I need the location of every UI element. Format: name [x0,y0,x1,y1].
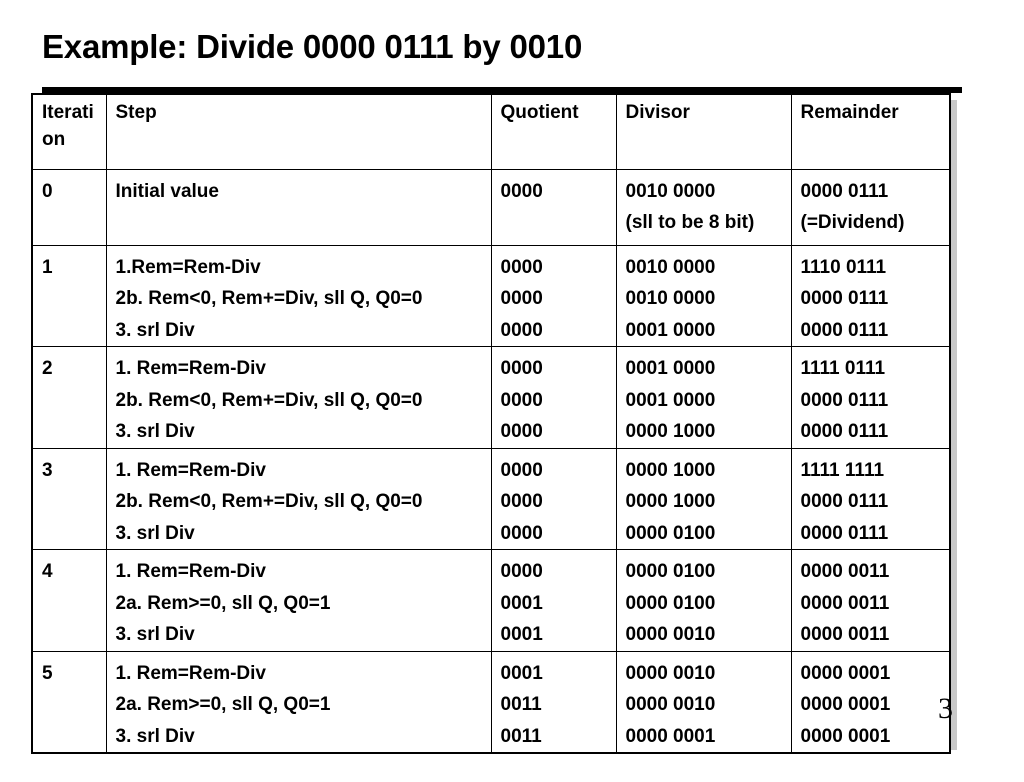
table-row [32,245,950,347]
divisor-line: 0000 1000 [625,421,716,442]
step-line: 3. srl Div [115,725,195,747]
step-line: 3. srl Div [115,522,195,544]
quotient-line: 0001 [500,624,543,645]
divisor-line: 0000 1000 [625,459,716,481]
divisor-line: 0000 0100 [625,522,716,544]
cell-iteration: 0 [32,169,106,245]
divisor-line: 0000 0100 [625,561,716,582]
cell-iteration: 5 [32,651,106,753]
slide-title: Example: Divide 0000 0111 by 0010 [42,28,583,65]
cell-step [106,651,491,753]
quotient-line: 0000 [500,180,543,202]
divisor-line: 0000 0010 [625,694,716,715]
header-quotient: Quotient [491,94,616,169]
quotient-line: 0000 [500,389,543,411]
step-line: 3. srl Div [115,421,195,442]
cell-step [106,347,491,449]
quotient-line: 0000 [500,522,543,544]
remainder-line: 0000 0001 [800,725,891,747]
cell-divisor [616,245,791,347]
step-line: 2a. Rem>=0, sll Q, Q0=1 [115,592,331,614]
quotient-line: 0000 [500,358,543,379]
step-line: 1. Rem=Rem-Div [115,662,266,684]
cell-iteration: 2 [32,347,106,449]
step-line: 3. srl Div [115,319,195,341]
quotient-line: 0000 [500,319,543,341]
cell-remainder [791,245,950,347]
division-table [31,93,951,754]
remainder-line: 0000 0111 [800,421,889,442]
remainder-line: 0000 0001 [800,662,891,684]
cell-step [106,169,491,245]
divisor-line: 0000 0001 [625,725,716,747]
remainder-note: (=Dividend) [800,212,905,233]
divisor-line: 0010 0000 [625,256,716,278]
remainder-line: 0000 0011 [800,624,890,645]
cell-remainder [791,651,950,753]
divisor-line: 0000 0010 [625,624,716,645]
cell-quotient [491,550,616,652]
quotient-line: 0000 [500,421,543,442]
table-row [32,448,950,550]
header-step: Step [106,94,491,169]
step-line: 2b. Rem<0, Rem+=Div, sll Q, Q0=0 [115,389,423,411]
cell-divisor [616,651,791,753]
remainder-line: 0000 0011 [800,561,890,582]
cell-divisor [616,448,791,550]
cell-remainder [791,169,950,245]
table-row [32,347,950,449]
header-divisor: Divisor [616,94,791,169]
remainder-line: 0000 0011 [800,592,890,614]
step-line: 1. Rem=Rem-Div [115,561,266,582]
remainder-line: 0000 0001 [800,694,891,715]
quotient-line: 0000 [500,491,543,512]
cell-step [106,245,491,347]
step-line: Initial value [115,180,219,202]
cell-iteration: 1 [32,245,106,347]
remainder-line: 0000 0111 [800,180,889,202]
cell-quotient [491,651,616,753]
remainder-line: 1111 1111 [800,459,885,481]
cell-quotient [491,347,616,449]
step-line: 1. Rem=Rem-Div [115,459,266,481]
quotient-line: 0000 [500,288,543,309]
remainder-line: 1110 0111 [800,256,887,278]
cell-remainder [791,347,950,449]
cell-quotient [491,245,616,347]
divisor-line: 0000 0100 [625,592,716,614]
cell-remainder [791,448,950,550]
quotient-line: 0000 [500,459,543,481]
cell-iteration: 3 [32,448,106,550]
table-header-row [32,94,950,169]
table-row [32,169,950,245]
quotient-line: 0011 [500,694,542,715]
table-body [32,169,950,753]
cell-quotient [491,169,616,245]
remainder-line: 0000 0111 [800,491,889,512]
step-line: 1.Rem=Rem-Div [115,256,261,278]
divisor-line: 0000 1000 [625,491,716,512]
divisor-line: 0010 0000 [625,288,716,309]
cell-step [106,550,491,652]
remainder-line: 1111 0111 [800,358,886,379]
divisor-note: (sll to be 8 bit) [625,212,755,233]
remainder-line: 0000 0111 [800,288,889,309]
step-line: 2b. Rem<0, Rem+=Div, sll Q, Q0=0 [115,491,423,512]
cell-divisor [616,169,791,245]
cell-iteration: 4 [32,550,106,652]
step-line: 2a. Rem>=0, sll Q, Q0=1 [115,694,331,715]
divisor-line: 0000 0010 [625,662,716,684]
divisor-line: 0001 0000 [625,358,716,379]
step-line: 3. srl Div [115,624,195,645]
divisor-line: 0010 0000 [625,180,716,202]
page-number: 3 [938,692,953,725]
quotient-line: 0001 [500,662,543,684]
header-remainder: Remainder [791,94,950,169]
quotient-line: 0000 [500,561,543,582]
cell-divisor [616,550,791,652]
quotient-line: 0001 [500,592,543,614]
cell-remainder [791,550,950,652]
header-iteration: Iteration [32,94,106,169]
table-row [32,550,950,652]
divisor-line: 0001 0000 [625,319,716,341]
table-row [32,651,950,753]
step-line: 2b. Rem<0, Rem+=Div, sll Q, Q0=0 [115,288,423,309]
quotient-line: 0011 [500,725,542,747]
quotient-line: 0000 [500,256,543,278]
remainder-line: 0000 0111 [800,389,889,411]
cell-divisor [616,347,791,449]
cell-quotient [491,448,616,550]
cell-step [106,448,491,550]
step-line: 1. Rem=Rem-Div [115,358,266,379]
divisor-line: 0001 0000 [625,389,716,411]
remainder-line: 0000 0111 [800,319,889,341]
remainder-line: 0000 0111 [800,522,889,544]
